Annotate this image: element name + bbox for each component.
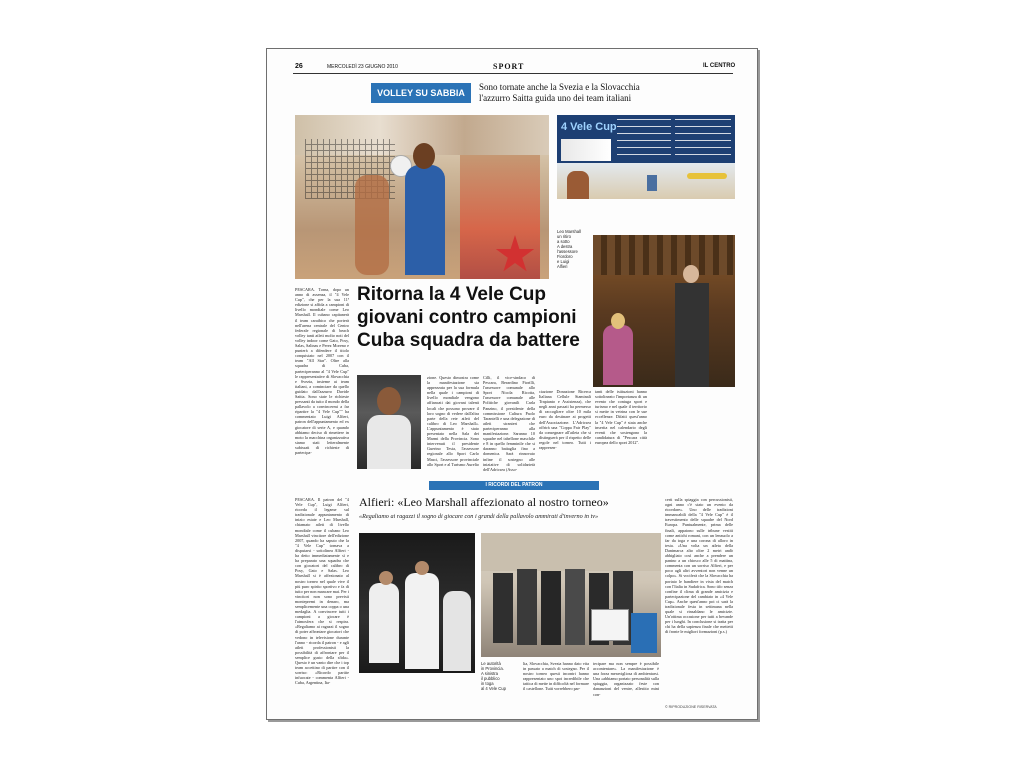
article1-col5: tanti delle istituzioni hanno sottolineato l'importanza di un evento che coniuga sport e turismo e nel quale il territorio si mette in vetrina con le sue eccellenze. Difatti quest'anno la "4 Vele Cup" è stata anche inserita nel calendario degli eventi che sostengono la candidatura di "Pescara città europea dello sport 2012". — [595, 389, 647, 445]
photo-caption-top — [557, 229, 589, 269]
headline-line: Ritorna la 4 Vele Cup — [357, 284, 546, 305]
caption-line: A destra — [557, 244, 573, 249]
caption-line: Leo Marshall — [557, 229, 581, 234]
caption-line: A sinistra — [481, 671, 498, 676]
article1-col3: Cilli, il vice-sindaco di Pescara, Berardino Fiorilli, l'assessore comunale allo Sport Nicola Ricotta, l'assessore comunale alle Politiche giovanili Carla Panzino, il presidente della commissione Cultura Paolo Tarantelli e una delegazione di atleti stranieri che parteciperanno alla manifestazione. Saranno 10 squadre nel tabellone maschile e 8 in quello femminile che si daranno battaglia fino a domenica. Sarà rinnovato infine il sostegno alle iniziative di solidarietà dell'Adricsea (Asso- — [483, 375, 535, 472]
caption-line: Alfieri — [557, 264, 568, 269]
presentation-photo — [593, 235, 735, 387]
beach-volley-photo — [295, 115, 549, 279]
copyright-note: © RIPRODUZIONE RISERVATA — [665, 705, 717, 709]
caption-line: Fiordoro — [557, 254, 573, 259]
article2-col2: lia, Slovacchia, Svezia hanno dato vita in passato a match di sostegno. Per il nostro torneo questi incontri hanno rappresentato uno spot incredibile che tattica di mette in difficoltà nel formare il castellone. Tutti vorrebbero par- — [523, 661, 589, 692]
headline-line: giovani contro campioni — [357, 307, 577, 328]
article2-col1: PESCARA. Il patron del "4 Vele Cup", Luigi Alfieri, ricorda il legame sul tradizionale appuntamento di inizio estate e Leo Marshall, chiamato atleti di livello mondiale come il cubano Leo Marshall vincitore dell'edizione 2007, quando ha saputo che la "4 Vele Cup" tornava a disputarsi - sottolinea Alfieri - ha detto immediatamente sì e ha preparato una squadra che con giocatori del calibro di Posy, Gato e Salas. Leo Marshall si è affezionato al nostro torneo nel quale vive il più puro spirito sportivo e fa di tutto per non mancare mai. Per i vincitori non sono previsti montepremi in denaro, ma semplicemente una coppa o una medaglia. A convincere tutti i campioni a giocare è l'atmosfera che si respira. «Regaliamo ai ragazzi il sogno di poter affrontare giocatori che vedono in televisione durante l'anno - ricorda il patron - e agli atleti professionisti la possibilità di affrontare per il semplice gusto della sfida». Questo è un vanto dire che i top team accettino di partire con il sorriso: «Ricordo partite infuocate - commenta Alfieri - Cuba, Argentina, Ita- — [295, 497, 349, 686]
caption-line: al 4 Vele Cup — [481, 686, 506, 691]
article1-col2: zione. Questo dimostra come la manifestazione sia apprezzata per la sua formula nella quale i campioni di livello mondiale vengono affiancati dai giovani talenti locali che possono provare il loro sogno di vedere dall'altra parte della rete atleti del calibro di Leo Marshall». L'appuntamento è stato presentato nella Sala dei Marmi della Provincia. Sono intervenuti il presidente Guerino Testa, l'assessore regionale allo Sport Carlo Masci, l'assessore provinciale allo Sport e al Turismo Aurelio — [427, 375, 479, 467]
kicker-text — [479, 82, 640, 104]
vele-cup-logo: 4 Vele Cup — [561, 121, 617, 133]
page-date: MERCOLEDÌ 23 GIUGNO 2010 — [327, 64, 398, 70]
header-rule — [293, 73, 733, 74]
caption-line: a sotto — [557, 239, 570, 244]
kicker-line-1: Sono tornate anche la Svezia e la Slovacchia — [479, 82, 640, 92]
authorities-photo — [481, 533, 661, 657]
caption-line: in Provincia. — [481, 666, 504, 671]
caption-line: l'assessore — [557, 249, 578, 254]
kicker-label: VOLLEY SU SABBIA — [371, 83, 471, 103]
article1-col4: ciazione Donazione Ricerca Italiana Cellule Staminali Trapianto e Assistenza), che negli anni passati ha permesso di raccogliere oltre 10 mila euro da destinare ai progetti dell'Associazione. L'Adricsea offrirà una "Coppa Fair Play" da consegnare all'atleta che si distinguerà per il rispetto delle regole nel torneo. Tutti i rappresen- — [539, 389, 591, 451]
main-headline — [357, 283, 587, 352]
toga-party-photo — [359, 533, 475, 673]
article1-col1: PESCARA. Torna, dopo un anno di assenza, il "4 Vele Cup", che per la sua 11ª edizione si affida a campioni di livello mondiale come Leo Marshall. Il cubano capitanerà il team caraibico che porterà nell'arena centrale del Centro federale regionale di beach volley tanti atleti molto noti del volley indoor come Gato, Posy, Salas, Salinas e Perez Moreno e punterà a difendere il titolo conquistato nel 2007 con il team "All Star". Oltre alla squadra di Cuba, parteciperanno al "4 Vele Cup" le rappresentative di Slovacchia e Svezia, insieme ai team italiani, a cominciare da quello guidato dall'azzurro Davide Saitta. Sono state le richieste pressanti da tutto il mondo della pallavolo a convincermi a far ripartire la "4 Vele Cup"" ha commentato Luigi Alfieri, patron dell'appuntamento ed ex giocatore di serie A, e quando abbiamo deciso di rimettere in moto la macchina organizzativa siamo stati letteralmente subissati di richieste di partecipa- — [295, 287, 349, 455]
photo-caption-bottom — [481, 661, 519, 691]
section-name: SPORT — [493, 62, 525, 71]
headline-line: Cuba squadra da battere — [357, 330, 580, 351]
vele-cup-panel — [557, 115, 735, 199]
article2-col3: tecipare ma non sempre è possibile accontentare». La manifestazione è una forza meravigliosa di ambientarsi. Una «abbiamo portato personalità sulla spiaggia, organizzato feste con dananzioni del ventre, allestito mini con- — [593, 661, 659, 697]
article2-col4: certi sulla spiaggia con percussionisti, ogni anno c'è stato un evento da ricordare». Uno delle tradizioni immancabili della "4 Vele Cup" è il travestimento delle squadre del Nord Europa. Puntualmente, prima delle finali, appaiono sulle tribune vestiti come antichi romani, con un lenzuolo a far da toga e una corona di alloro in testa. «Una volta un atleta della Danimarca alto oltre 2 metri andò abbigliato così anche a prendere un panino a un chiosco alle 5 di mattina, commenta con un sorriso Alfieri, e per poco agli altri avventori non venne un colpo». Si vociferà che la Slovacchia ha portato le bandiere in vista del match con l'Italia in Sudafrica. Sono tifo senza confine il clima di grande amicizia e partecipazione del cambiato in «4 Vele Cup». Anche quest'anno poi ci sarà la tradizionale festa in settimana nella quale si rinsaldano le amicizie. Un'ottima occasione per tutti a bevande per i lunghi. In conclusione si tratta per chi ha della sapienza finale che mettetti di fronte le migliori formazioni (p.s.) — [665, 497, 733, 635]
page-number: 26 — [295, 63, 303, 70]
kicker-line-2: l'azzurro Saitta guida uno dei team italiani — [479, 93, 632, 103]
leo-marshall-photo — [357, 375, 421, 469]
caption-line: in toga — [481, 681, 494, 686]
newspaper-name: IL CENTRO — [703, 63, 736, 69]
caption-line: Le autorità — [481, 661, 501, 666]
caption-line: un ritiro — [557, 234, 571, 239]
article2-subtitle: «Regaliamo ai ragazzi il sogno di giocare con i grandi della pallavolo ammirati d'inverno in tv» — [359, 513, 599, 520]
article2-title: Alfieri: «Leo Marshall affezionato al nostro torneo» — [359, 495, 609, 509]
newspaper-page — [266, 48, 758, 720]
section-bar: I RICORDI DEL PATRON — [429, 481, 599, 490]
caption-line: il pubblico — [481, 676, 500, 681]
caption-line: e Luigi — [557, 259, 570, 264]
